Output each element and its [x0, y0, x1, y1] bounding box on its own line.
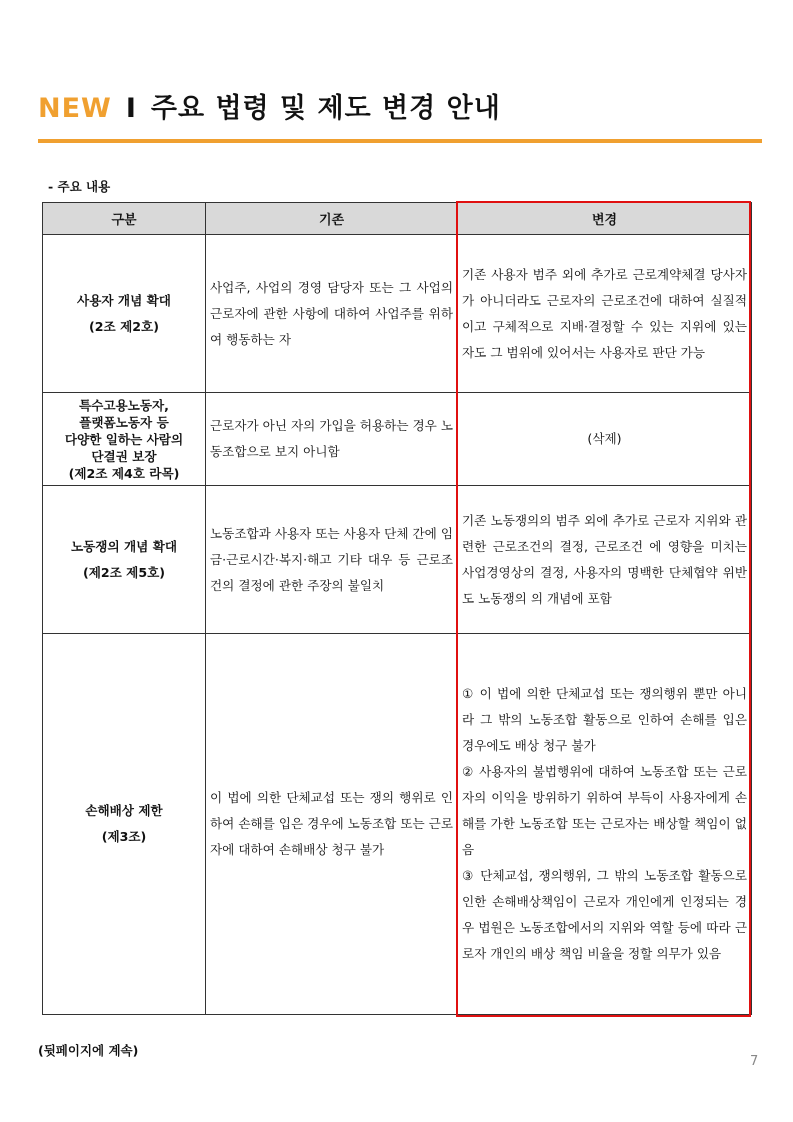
table-header-row: [43, 203, 752, 235]
category-line: (제2조 제4호 라목): [68, 465, 180, 481]
table-row: [43, 486, 752, 634]
change-paragraph: (삭제): [587, 431, 622, 446]
category-line: (2조 제2호): [89, 318, 159, 334]
row-category: [43, 393, 206, 486]
change-paragraph: ② 사용자의 불법행위에 대하여 노동조합 또는 근로자의 이익을 방위하기 위하여 부득이 사용자에게 손해를 가한 노동조합 또는 근로자는 배상할 책임이 없음: [462, 764, 747, 857]
new-label: NEW: [38, 93, 112, 124]
change-paragraph: ③ 단체교섭, 쟁의행위, 그 밖의 노동조합 활동으로 인한 손해배상책임이 근로자 개인에게 인정되는 경우 법원은 노동조합에서의 지위와 역할 등에 따라 근로자 개인의 배상 책임 비율을 정할 의무가 있음: [462, 868, 747, 961]
row-before: 노동조합과 사용자 또는 사용자 단체 간에 임금·근로시간·복지·해고 기타 대우 등 근로조건의 결정에 관한 주장의 불일치: [206, 486, 458, 634]
change-paragraph: 기존 노동쟁의의 범주 외에 추가로 근로자 지위와 관련한 근로조건의 결정, 근로조건 에 영향을 미치는 사업경영상의 결정, 사용자의 명백한 단체협약 위반도 노동쟁의 의 개념에 포함: [462, 512, 747, 606]
row-after: [458, 393, 752, 486]
row-category: [43, 235, 206, 393]
page-title: [38, 86, 501, 125]
row-category: [43, 486, 206, 634]
title-separator: I: [125, 93, 137, 124]
changes-table: [42, 202, 752, 1015]
category-line: 플랫폼노동자 등: [79, 414, 169, 430]
title-underline: [38, 139, 762, 143]
category-line: 노동쟁의 개념 확대: [70, 538, 178, 554]
category-line: (제2조 제5호): [82, 564, 166, 580]
row-after: [458, 486, 752, 634]
page-number: 7: [750, 1054, 759, 1069]
row-category: [43, 634, 206, 1015]
category-line: 손해배상 제한: [85, 803, 163, 818]
table-row: [43, 235, 752, 393]
category-line: 단결권 보장: [91, 448, 157, 464]
header-before: 기존: [206, 203, 458, 235]
title-text: 주요 법령 및 제도 변경 안내: [150, 93, 501, 124]
row-before: 이 법에 의한 단체교섭 또는 쟁의 행위로 인하여 손해를 입은 경우에 노동조합 또는 근로자에 대하여 손해배상 청구 불가: [206, 634, 458, 1015]
row-before: 근로자가 아닌 자의 가입을 허용하는 경우 노동조합으로 보지 아니함: [206, 393, 458, 486]
section-label: - 주요 내용: [48, 179, 111, 194]
change-paragraph: 기존 사용자 범주 외에 추가로 근로계약체결 당사자가 아니더라도 근로자의 근로조건에 대하여 실질적이고 구체적으로 지배·결정할 수 있는 지위에 있는 자도 그 범위에 있어서는 사용자로 판단 가능: [462, 266, 747, 360]
row-before: 사업주, 사업의 경영 담당자 또는 그 사업의 근로자에 관한 사항에 대하여 사업주를 위하여 행동하는 자: [206, 235, 458, 393]
table-row: [43, 393, 752, 486]
row-after: [458, 634, 752, 1015]
category-line: (제3조): [101, 829, 147, 844]
category-line: 사용자 개념 확대: [77, 292, 171, 308]
header-after: 변경: [458, 203, 752, 235]
continued-note: (뒷페이지에 계속): [38, 1043, 139, 1058]
change-paragraph: ① 이 법에 의한 단체교섭 또는 쟁의행위 뿐만 아니라 그 밖의 노동조합 활동으로 인하여 손해를 입은 경우에도 배상 청구 불가: [462, 686, 747, 753]
table-row: [43, 634, 752, 1015]
category-line: 다양한 일하는 사람의: [64, 431, 184, 447]
header-category: 구분: [43, 203, 206, 235]
row-after: [458, 235, 752, 393]
category-line: 특수고용노동자,: [79, 397, 169, 413]
